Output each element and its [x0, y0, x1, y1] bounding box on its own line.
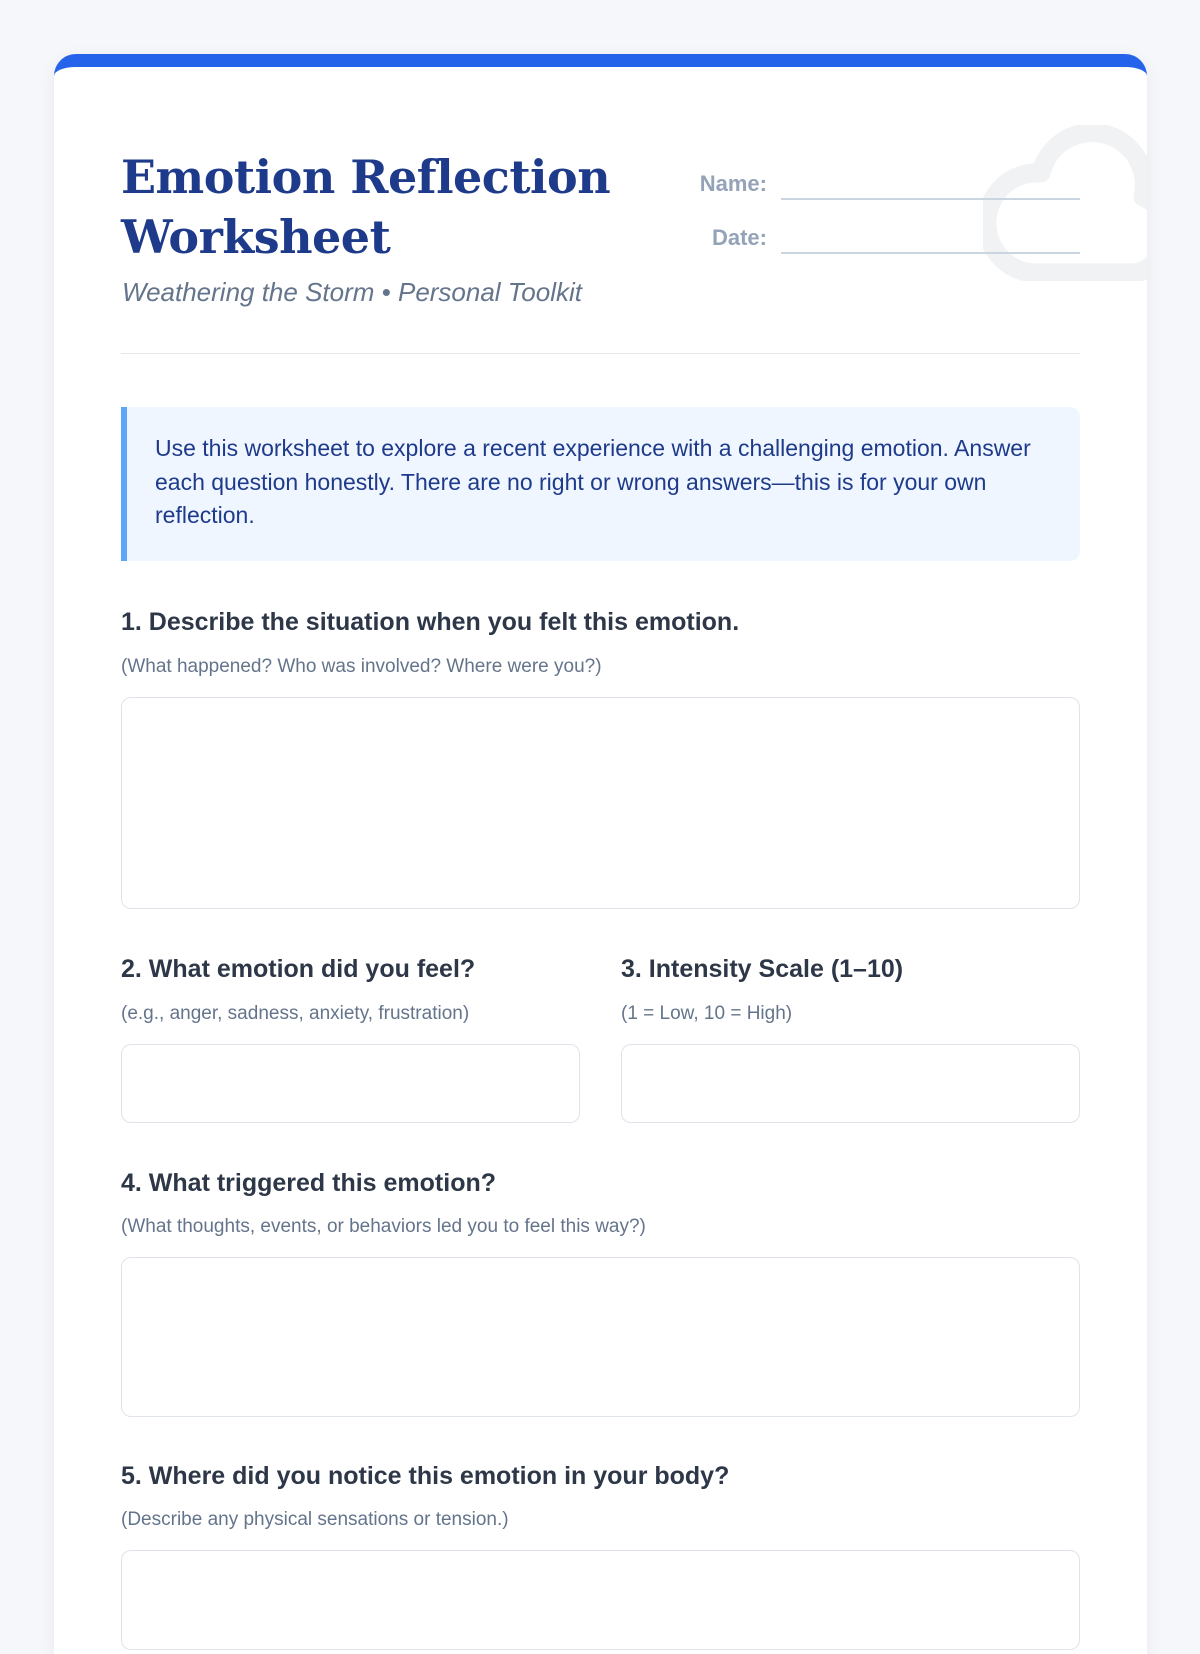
question-5-hint: (Describe any physical sensations or tension.): [121, 1509, 509, 1530]
question-3-answer[interactable]: [621, 1044, 1080, 1123]
question-2-hint: (e.g., anger, sadness, anxiety, frustration): [121, 1003, 470, 1024]
intro-text: Use this worksheet to explore a recent experience with a challenging emotion. Answer each question honestly. There are no right or wrong answers—this is for your own reflection.: [155, 435, 1031, 528]
question-1-title: 1. Describe the situation when you felt this emotion.: [121, 608, 740, 636]
name-row: [641, 149, 1080, 203]
name-field-line[interactable]: [781, 170, 1080, 200]
page-title: Emotion Reflection Worksheet: [121, 150, 611, 264]
question-5-answer[interactable]: [121, 1550, 1080, 1650]
question-4-hint: (What thoughts, events, or behaviors led you to feel this way?): [121, 1216, 646, 1237]
date-label: Date:: [711, 225, 767, 250]
worksheet-card: [54, 54, 1147, 1654]
question-1-hint: (What happened? Who was involved? Where were you?): [121, 656, 602, 677]
question-2-answer[interactable]: [121, 1044, 580, 1123]
question-3-hint: (1 = Low, 10 = High): [621, 1003, 793, 1024]
name-label: Name:: [699, 171, 767, 196]
question-4-title: 4. What triggered this emotion?: [121, 1169, 497, 1197]
header-divider: [121, 353, 1080, 354]
question-2-title: 2. What emotion did you feel?: [121, 955, 476, 983]
question-4-answer[interactable]: [121, 1257, 1080, 1417]
question-3-title: 3. Intensity Scale (1–10): [621, 955, 904, 983]
date-row: [641, 203, 1080, 257]
intro-callout: [121, 407, 1080, 561]
student-info: [641, 149, 1080, 257]
date-field-line[interactable]: [781, 224, 1080, 254]
question-5-title: 5. Where did you notice this emotion in your body?: [121, 1462, 730, 1490]
question-1-answer[interactable]: [121, 697, 1080, 909]
page-subtitle: Weathering the Storm • Personal Toolkit: [122, 277, 583, 307]
